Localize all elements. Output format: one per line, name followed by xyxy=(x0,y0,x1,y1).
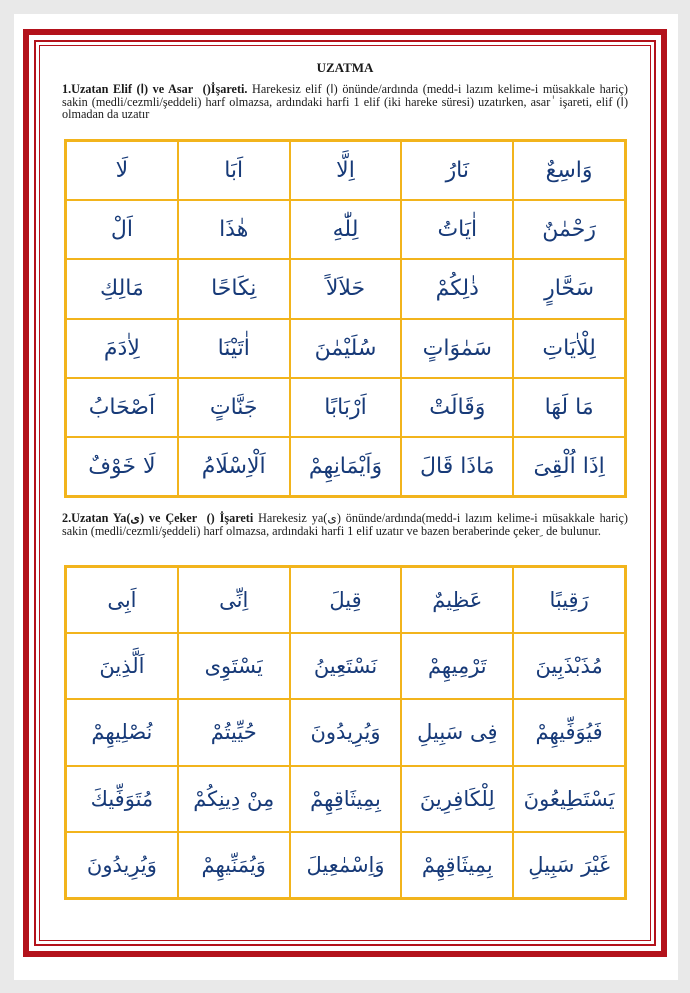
ya-word-cell: يَسْتَوِى xyxy=(178,633,290,699)
elif-word-cell: وَاَيْمَانِهِمْ xyxy=(290,437,402,496)
elif-word-cell: هٰذَا xyxy=(178,200,290,259)
ya-word-cell: بِمِيثَاقِهِمْ xyxy=(401,832,513,898)
elif-word-cell: اَبَا xyxy=(178,141,290,200)
elif-word-cell: لَا xyxy=(66,141,178,200)
section1-paragraph xyxy=(62,83,628,121)
ya-word-cell: مُتَوَفِّيكَ xyxy=(66,766,178,832)
elif-word-cell: اٰيَاتُ xyxy=(401,200,513,259)
elif-word-cell: اَلْ xyxy=(66,200,178,259)
ya-word-cell: قِيلَ xyxy=(290,567,402,633)
elif-word-cell: مَا لَهَا xyxy=(513,378,625,437)
elif-word-cell: اِذَا اُلْقِىَ xyxy=(513,437,625,496)
elif-word-cell: لِلْاٰيَاتِ xyxy=(513,319,625,378)
elif-word-cell: مَالِكِ xyxy=(66,259,178,318)
ya-word-cell: فِى سَبِيلِ xyxy=(401,699,513,765)
elif-word-cell: مَاذَا قَالَ xyxy=(401,437,513,496)
elif-word-cell: رَحْمٰنٌ xyxy=(513,200,625,259)
section1-heading: 1.Uzatan Elif (ا) ve Asar(ٰ)İşareti. xyxy=(62,82,248,96)
ya-word-cell: مِنْ دِينِكُمْ xyxy=(178,766,290,832)
ya-word-cell: نُصْلِيهِمْ xyxy=(66,699,178,765)
ya-word-cell: وَيُرِيدُونَ xyxy=(66,832,178,898)
elif-word-cell: وَقَالَتْ xyxy=(401,378,513,437)
ya-word-cell: رَقِيبًا xyxy=(513,567,625,633)
page-title: UZATMA xyxy=(316,60,374,75)
elif-word-cell: اَصْحَابُ xyxy=(66,378,178,437)
section1-body: Harekesiz elif (ا) önünde/ardında (medd-i lazım kelime-i müsakkale hariç) sakin (medli/cezmli/şeddeli) harf olmazsa, ardındaki harfi 1 elif (iki hareke süresi) uzatırken, asar ٰ işareti, elif (ا) olmadan da uzatır xyxy=(62,82,628,121)
ya-word-cell: بِمِيثَاقِهِمْ xyxy=(290,766,402,832)
section2-heading: 2.Uzatan Ya(ى) ve Çeker(ِ) İşareti xyxy=(62,511,254,525)
elif-word-cell: لِاٰدَمَ xyxy=(66,319,178,378)
ya-word-cell: وَيُرِيدُونَ xyxy=(290,699,402,765)
elif-word-cell: اَلْاِسْلَامُ xyxy=(178,437,290,496)
section2-paragraph xyxy=(62,512,628,537)
ya-words-table xyxy=(64,565,627,900)
ya-word-cell: وَيُمَنِّيهِمْ xyxy=(178,832,290,898)
ya-word-cell: حُيِّيتُمْ xyxy=(178,699,290,765)
ya-word-cell: يَسْتَطِيعُونَ xyxy=(513,766,625,832)
ya-word-cell: عَظِيمٌ xyxy=(401,567,513,633)
ya-word-cell: اِنِّى xyxy=(178,567,290,633)
elif-word-cell: حَلاَلاً xyxy=(290,259,402,318)
ya-word-cell: وَاِسْمٰعِيلَ xyxy=(290,832,402,898)
elif-word-cell: اٰتَيْنَا xyxy=(178,319,290,378)
elif-word-cell: سَمٰوَاتٍ xyxy=(401,319,513,378)
elif-word-cell: سَحَّارٍ xyxy=(513,259,625,318)
ya-word-cell: اَبِى xyxy=(66,567,178,633)
elif-word-cell: نِكَاحًا xyxy=(178,259,290,318)
elif-word-cell: نَارُ xyxy=(401,141,513,200)
elif-word-cell: اِلَّا xyxy=(290,141,402,200)
elif-word-cell: جَنَّاتٍ xyxy=(178,378,290,437)
elif-word-cell: لَا خَوْفٌ xyxy=(66,437,178,496)
elif-word-cell: ذٰلِكُمْ xyxy=(401,259,513,318)
elif-word-cell: سُلَيْمٰنَ xyxy=(290,319,402,378)
ya-word-cell: تَرْمِيهِمْ xyxy=(401,633,513,699)
ya-word-cell: فَيُوَفِّيهِمْ xyxy=(513,699,625,765)
ya-word-cell: مُذَبْذَبِينَ xyxy=(513,633,625,699)
section2-body: Harekesiz ya(ى) önünde/ardında(medd-i lazım kelime-i müsakkale hariç) sakin (medli/cezmli/şeddeli) harf olmazsa, ardındaki harfi 1 elif uzatır ve bazen beraberinde çeker ِ de bulunur. xyxy=(62,511,628,538)
elif-words-table xyxy=(64,139,627,498)
ya-word-cell: اَلَّذِينَ xyxy=(66,633,178,699)
elif-word-cell: وَاسِعٌ xyxy=(513,141,625,200)
ya-word-cell: نَسْتَعِينُ xyxy=(290,633,402,699)
ya-word-cell: لِلْكَافِرِينَ xyxy=(401,766,513,832)
elif-word-cell: لِلّٰهِ xyxy=(290,200,402,259)
ya-word-cell: غَيْرَ سَبِيلِ xyxy=(513,832,625,898)
elif-word-cell: اَرْبَابًا xyxy=(290,378,402,437)
